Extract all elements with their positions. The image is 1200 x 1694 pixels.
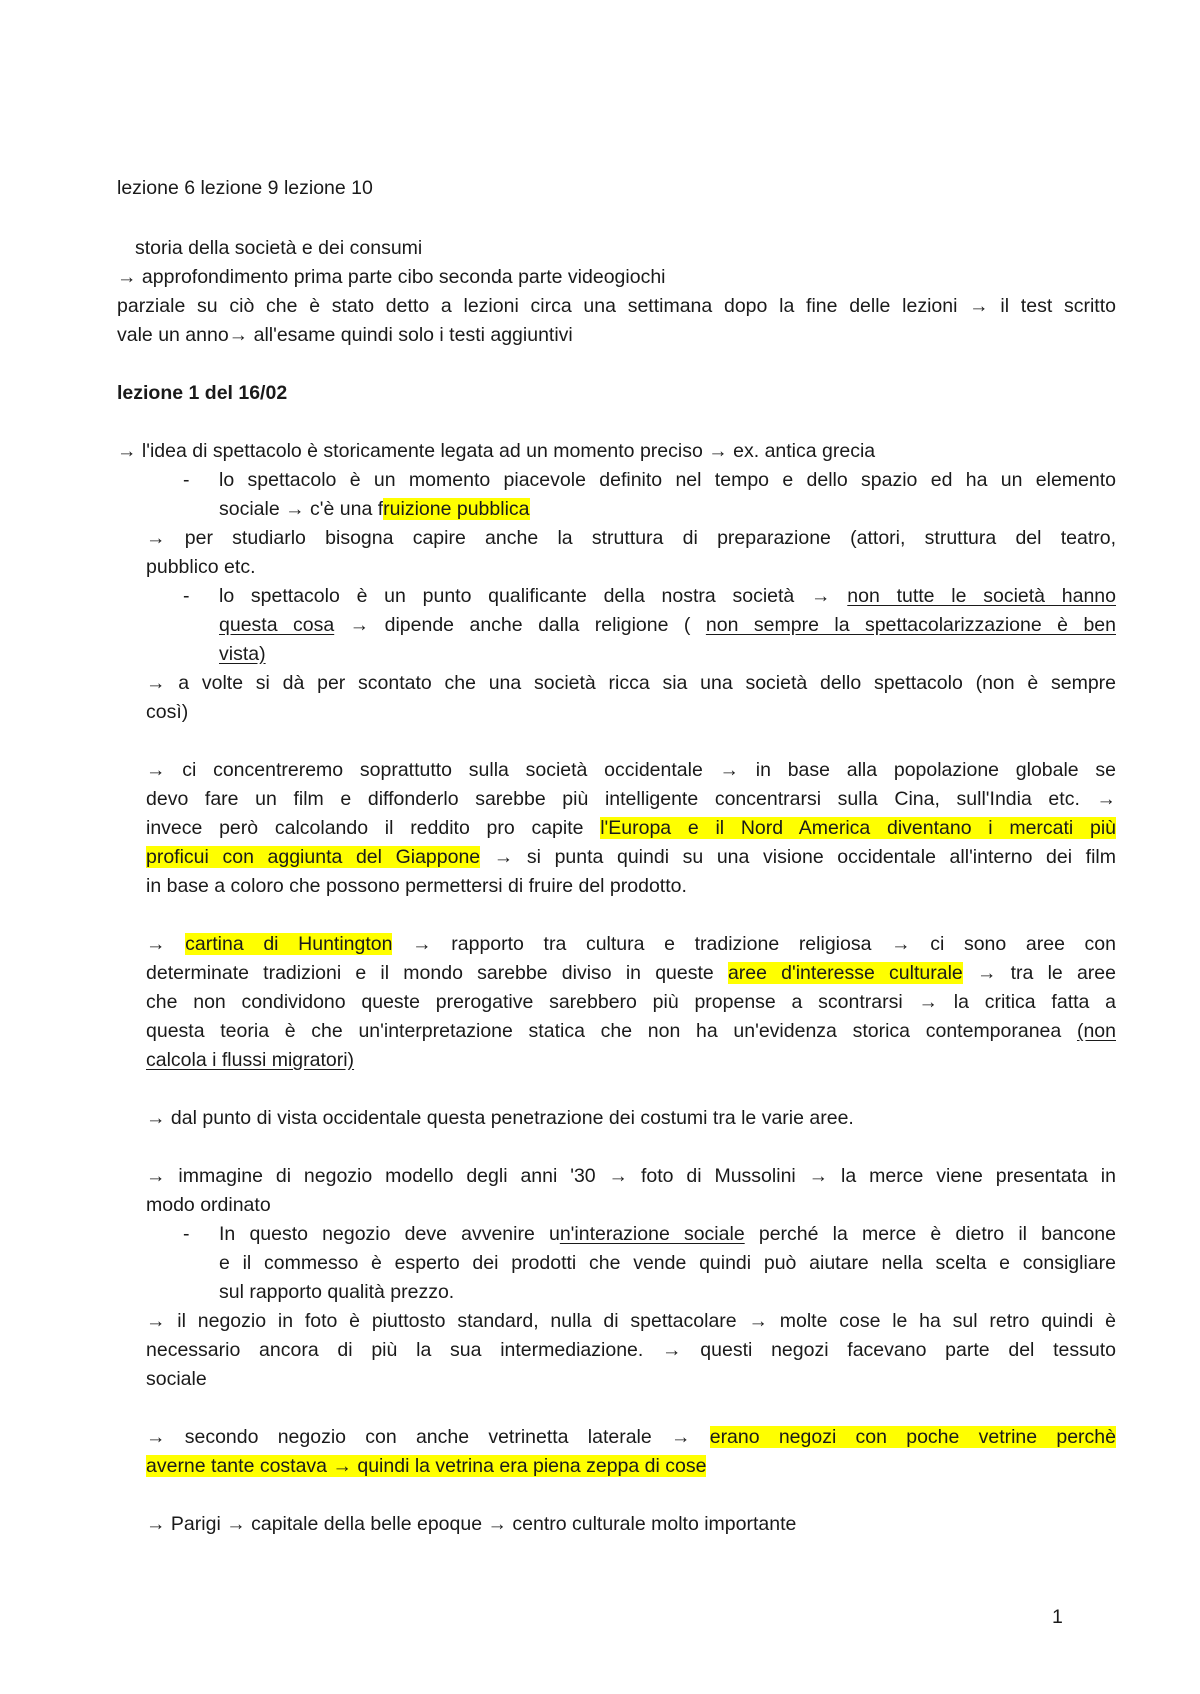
bullet-line [219, 496, 530, 522]
text-line [146, 931, 1116, 957]
text-line: → per studiarlo bisogna capire anche la struttura di preparazione (attori, struttura del teatro, [146, 527, 1116, 549]
section-title: lezione 1 del 16/02 [117, 382, 288, 404]
text-line [146, 1424, 1116, 1450]
course-title: storia della società e dei consumi [135, 237, 423, 259]
lessons-header: lezione 6 lezione 9 lezione 10 [117, 177, 373, 199]
text-line: → l'idea di spettacolo è storicamente legata ad un momento preciso → ex. antica grecia [117, 440, 876, 462]
highlight-span: aree d'interesse culturale [727, 962, 963, 984]
text-line: che non condividono queste prerogative sarebbero più propense a scontrarsi → la critica fatta a [146, 991, 1116, 1013]
underline-span: non sempre la spettacolarizzazione è ben [705, 614, 1116, 636]
highlight-span: cartina di Huntington [185, 933, 393, 955]
text-span: → rapporto tra cultura e tradizione religiosa → ci sono aree con [392, 933, 1117, 955]
text-line [146, 1018, 1116, 1044]
intro-line: → approfondimento prima parte cibo seconda parte videogiochi [117, 266, 666, 288]
text-span: → dipende anche dalla religione ( [334, 614, 706, 636]
text-span: questa teoria è che un'interpretazione statica che non ha un'evidenza storica contemporanea [146, 1020, 1077, 1042]
text-line: necessario ancora di più la sua intermediazione. → questi negozi facevano parte del tessuto [146, 1339, 1116, 1361]
text-span: → si punta quindi su una visione occidentale all'interno dei film [480, 846, 1116, 868]
text-span: sociale → c'è una f [219, 498, 384, 520]
bullet-line [219, 1221, 1116, 1247]
bullet-dash: - [183, 469, 190, 491]
bullet-line [219, 583, 1116, 609]
underline-span: n'interazione sociale [559, 1223, 745, 1245]
text-span: In questo negozio deve avvenire u [219, 1223, 560, 1245]
bullet-line [219, 612, 1116, 638]
text-line [146, 1453, 706, 1479]
text-line: pubblico etc. [146, 556, 256, 578]
text-span: → [146, 933, 186, 955]
bullet-dash: - [183, 585, 190, 607]
text-line: modo ordinato [146, 1194, 271, 1216]
highlight-span: l'Europa e il Nord America diventano i mercati più [600, 817, 1117, 839]
underline-span: (non [1076, 1020, 1116, 1042]
bullet-dash: - [183, 1223, 190, 1245]
bullet-line [219, 641, 266, 667]
text-span: lo spettacolo è un punto qualificante della nostra società → [219, 585, 848, 607]
text-line: sociale [146, 1368, 207, 1390]
text-line: → immagine di negozio modello degli anni '30 → foto di Mussolini → la merce viene presentata in [146, 1165, 1116, 1187]
text-line: → a volte si dà per scontato che una società ricca sia una società dello spettacolo (non è sempre [146, 672, 1116, 694]
text-span: → secondo negozio con anche vetrinetta laterale → [146, 1426, 710, 1448]
text-line [146, 844, 1116, 870]
intro-line: vale un anno→ all'esame quindi solo i testi aggiuntivi [117, 324, 573, 346]
text-span: → tra le aree [962, 962, 1116, 984]
intro-line: parziale su ciò che è stato detto a lezioni circa una settimana dopo la fine delle lezioni → il test scritto [117, 295, 1116, 317]
underline-span: questa cosa [219, 614, 335, 636]
text-line: → il negozio in foto è piuttosto standard, nulla di spettacolare → molte cose le ha sul retro quindi è [146, 1310, 1116, 1332]
text-line: in base a coloro che possono permettersi di fruire del prodotto. [146, 875, 687, 897]
bullet-line: sul rapporto qualità prezzo. [219, 1281, 455, 1303]
text-line: → Parigi → capitale della belle epoque → centro culturale molto importante [146, 1513, 797, 1535]
underline-span: non tutte le società hanno [847, 585, 1116, 607]
bullet-line: lo spettacolo è un momento piacevole definito nel tempo e dello spazio ed ha un elemento [219, 469, 1116, 491]
text-line [146, 960, 1116, 986]
text-span: perché la merce è dietro il bancone [744, 1223, 1116, 1245]
bullet-line: e il commesso è esperto dei prodotti che vende quindi può aiutare nella scelta e consigliare [219, 1252, 1116, 1274]
text-line: devo fare un film e diffonderlo sarebbe più intelligente concentrarsi sulla Cina, sull'India etc. → [146, 788, 1116, 810]
text-line: così) [146, 701, 189, 723]
highlight-span: erano negozi con poche vetrine perchè [709, 1426, 1116, 1448]
page-number: 1 [1052, 1606, 1063, 1628]
underline-span: vista) [219, 643, 266, 665]
text-line: → ci concentreremo soprattutto sulla società occidentale → in base alla popolazione globale se [146, 759, 1116, 781]
text-span: determinate tradizioni e il mondo sarebbe diviso in queste [146, 962, 728, 984]
highlight-span: proficui con aggiunta del Giappone [146, 846, 481, 868]
text-line: → dal punto di vista occidentale questa penetrazione dei costumi tra le varie aree. [146, 1107, 854, 1129]
text-span: invece però calcolando il reddito pro capite [146, 817, 601, 839]
text-line [146, 815, 1116, 841]
underline-span: calcola i flussi migratori) [146, 1049, 355, 1071]
highlight-span: ruizione pubblica [383, 498, 530, 520]
highlight-span: averne tante costava → quindi la vetrina era piena zeppa di cose [146, 1455, 707, 1477]
text-line [146, 1047, 354, 1073]
